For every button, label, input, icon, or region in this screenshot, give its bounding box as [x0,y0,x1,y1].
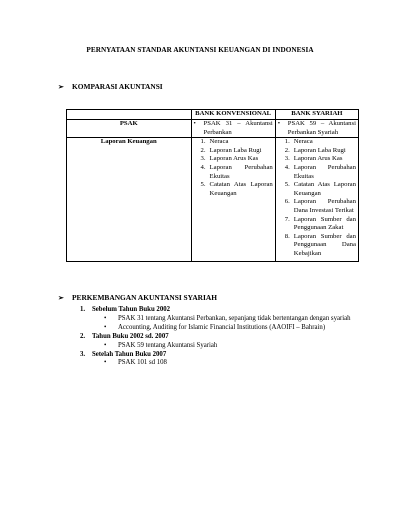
section-heading-text: KOMPARASI AKUNTANSI [72,82,163,91]
list-item: 5. Catatan Atas Laporan Keuangan [200,181,273,197]
cell-psak-konvensional [191,120,275,138]
list-item: 7. Laporan Sumber dan Penggunaan Zakat [284,215,356,232]
bullet-icon: • [104,341,107,349]
list-item: 8. Laporan Sumber dan Penggunaan Dana Kebajikan [284,232,356,257]
bullet-icon: • [193,120,196,127]
table-header-bank-konvensional: BANK KONVENSIONAL [191,110,275,120]
arrow-bullet-icon: ➢ [58,83,64,91]
list-item: • PSAK 101 sd 108 [104,359,167,367]
bullet-icon: • [277,120,281,127]
list-item: • PSAK 31 tentang Akuntansi Perbankan, sepanjang tidak bertentangan dengan syariah [104,314,351,322]
table-row-psak [67,120,359,138]
bullet-icon: • [104,314,107,322]
list-item: • Accounting, Auditing for Islamic Financial Institutions (AAOIFI – Bahrain) [104,323,326,331]
cell-text: PSAK 59 – Akuntansi Perbankan Syariah [287,120,356,136]
cell-text: PSAK 31 – Akuntansi Perbankan [203,120,273,136]
period-heading: 2. Tahun Buku 2002 sd. 2007 [80,332,169,340]
table-header-row [67,110,359,120]
list-item: 3. Laporan Arus Kas [284,155,343,163]
cell-laporan-konvensional [191,138,275,261]
cell-psak-syariah [275,120,358,138]
cell-laporan-syariah [275,138,358,261]
bullet-icon: • [104,323,107,331]
list-item: 1. Neraca [200,138,229,146]
section-heading-text: PERKEMBANGAN AKUNTANSI SYARIAH [72,293,217,302]
period-heading: 3. Setelah Tahun Buku 2007 [80,350,167,358]
list-item: 2. Laporan Laba Rugi [200,146,262,154]
list-item: 2. Laporan Laba Rugi [284,146,346,154]
table-row-laporan-keuangan [67,138,359,261]
document-title: PERNYATAAN STANDAR AKUNTANSI KEUANGAN DI INDONESIA [86,46,314,54]
table-header-bank-syariah: BANK SYARIAH [275,110,358,120]
comparison-table [66,109,359,262]
list-item: 1. Neraca [284,138,313,146]
section-heading-komparasi [58,82,163,91]
list-item: 6. Laporan Perubahan Dana Investasi Terikat [284,198,356,214]
arrow-bullet-icon: ➢ [58,294,64,302]
list-item: 5. Catatan Atas Laporan Keuangan [284,181,356,197]
period-heading: 1. Sebelum Tahun Buku 2002 [80,306,171,313]
bullet-icon: • [104,359,107,367]
section-heading-perkembangan [58,293,217,302]
row-label-laporan-keuangan: Laporan Keuangan [67,138,192,261]
table-header-cell-empty [67,110,192,120]
list-item: 4. Laporan Perubahan Ekuitas [284,163,356,180]
development-list [80,306,370,368]
list-item: 4. Laporan Perubahan Ekuitas [200,163,273,180]
list-item: • PSAK 59 tentang Akuntansi Syariah [104,341,218,349]
list-item: 3. Laporan Arus Kas [200,155,259,163]
row-label-psak: PSAK [67,120,192,138]
